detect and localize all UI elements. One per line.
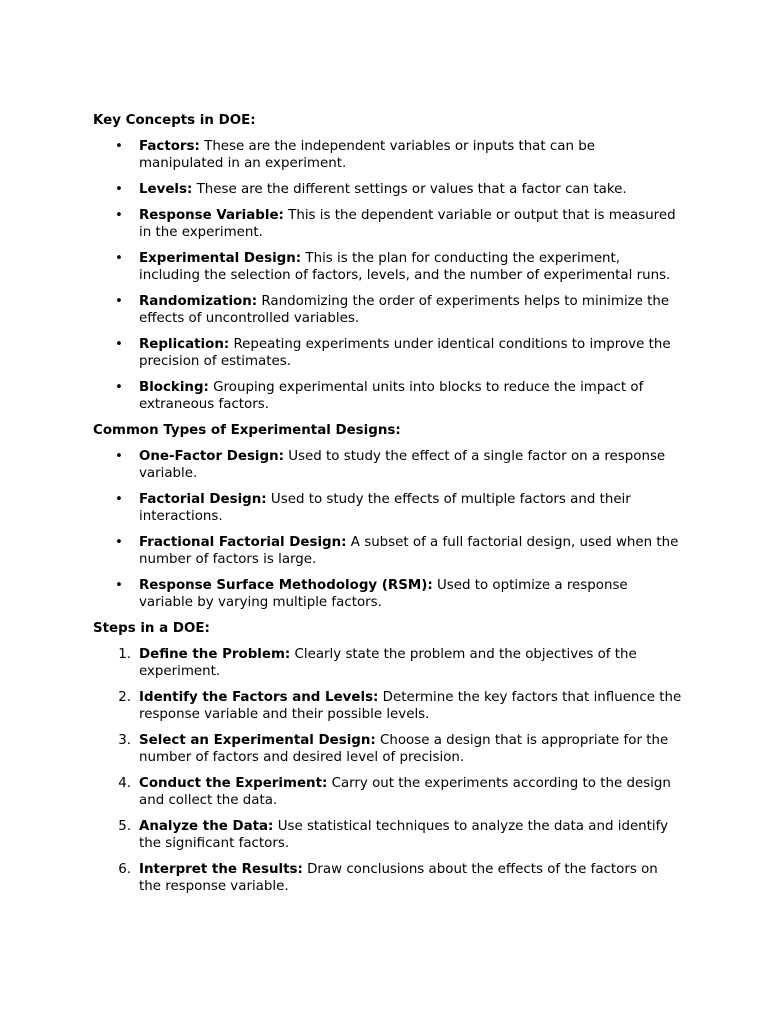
term-description: These are the independent variables or inputs that can be manipulated in an experiment. — [139, 139, 595, 171]
list-item — [93, 861, 683, 895]
bullet-marker: • — [115, 492, 123, 507]
term-description: Used to study the effects of multiple factors and their interactions. — [139, 492, 631, 524]
term-label: Factors: — [139, 139, 200, 154]
list-item — [93, 818, 683, 852]
term-description: These are the different settings or values that a factor can take. — [196, 182, 627, 197]
bullet-marker: • — [115, 251, 123, 266]
list-item — [93, 646, 683, 680]
term-description: Used to study the effect of a single factor on a response variable. — [139, 449, 666, 481]
term-description: This is the dependent variable or output that is measured in the experiment. — [139, 208, 676, 240]
section-heading-key-concepts: Key Concepts in DOE: — [93, 113, 256, 128]
bullet-marker: • — [115, 380, 123, 395]
term-description: Use statistical techniques to analyze the data and identify the significant factors. — [139, 819, 669, 851]
term-label: Analyze the Data: — [139, 819, 274, 834]
step-number: 2. — [118, 690, 131, 705]
bullet-marker: • — [115, 535, 123, 550]
bullet-marker: • — [115, 337, 123, 352]
step-number: 1. — [118, 647, 131, 662]
term-label: Replication: — [139, 337, 230, 352]
term-label: Define the Problem: — [139, 647, 291, 662]
term-label: Factorial Design: — [139, 492, 267, 507]
document-page — [93, 112, 683, 904]
bullet-marker: • — [115, 294, 123, 309]
list-item — [93, 534, 683, 568]
term-label: Conduct the Experiment: — [139, 776, 328, 791]
term-description: Draw conclusions about the effects of the factors on the response variable. — [139, 862, 658, 894]
list-item — [93, 336, 683, 370]
bullet-marker: • — [115, 182, 123, 197]
step-number: 4. — [118, 776, 131, 791]
list-item — [93, 138, 683, 172]
bullet-marker: • — [115, 139, 123, 154]
term-description: Repeating experiments under identical conditions to improve the precision of estimates. — [139, 337, 671, 369]
list-item — [93, 181, 683, 198]
term-description: Used to optimize a response variable by varying multiple factors. — [139, 578, 628, 610]
bullet-marker: • — [115, 578, 123, 593]
term-label: One-Factor Design: — [139, 449, 284, 464]
bullet-marker: • — [115, 208, 123, 223]
section-heading-steps: Steps in a DOE: — [93, 621, 210, 636]
term-label: Randomization: — [139, 294, 258, 309]
list-item — [93, 293, 683, 327]
list-item — [93, 491, 683, 525]
list-item — [93, 775, 683, 809]
term-label: Blocking: — [139, 380, 209, 395]
term-description: Grouping experimental units into blocks to reduce the impact of extraneous factors. — [139, 380, 644, 412]
term-label: Levels: — [139, 182, 193, 197]
key-concepts-list — [93, 138, 683, 413]
term-description: Carry out the experiments according to the design and collect the data. — [139, 776, 671, 808]
term-label: Fractional Factorial Design: — [139, 535, 347, 550]
section-heading-design-types: Common Types of Experimental Designs: — [93, 423, 401, 438]
steps-list — [93, 646, 683, 895]
list-item — [93, 379, 683, 413]
term-description: Clearly state the problem and the objectives of the experiment. — [139, 647, 637, 679]
list-item — [93, 250, 683, 284]
term-description: This is the plan for conducting the experiment, including the selection of factors, levels, and the number of experimental runs. — [139, 251, 671, 283]
term-label: Response Variable: — [139, 208, 284, 223]
list-item — [93, 732, 683, 766]
term-label: Identify the Factors and Levels: — [139, 690, 379, 705]
term-label: Response Surface Methodology (RSM): — [139, 578, 433, 593]
step-number: 3. — [118, 733, 131, 748]
list-item — [93, 689, 683, 723]
list-item — [93, 577, 683, 611]
term-label: Select an Experimental Design: — [139, 733, 376, 748]
term-description: A subset of a full factorial design, used when the number of factors is large. — [139, 535, 679, 567]
design-types-list — [93, 448, 683, 611]
term-label: Experimental Design: — [139, 251, 302, 266]
term-label: Interpret the Results: — [139, 862, 303, 877]
list-item — [93, 207, 683, 241]
step-number: 5. — [118, 819, 131, 834]
list-item — [93, 448, 683, 482]
step-number: 6. — [118, 862, 131, 877]
term-description: Choose a design that is appropriate for the number of factors and desired level of precision. — [139, 733, 669, 765]
bullet-marker: • — [115, 449, 123, 464]
term-description: Randomizing the order of experiments helps to minimize the effects of uncontrolled variables. — [139, 294, 670, 326]
term-description: Determine the key factors that influence the response variable and their possible levels. — [139, 690, 682, 722]
